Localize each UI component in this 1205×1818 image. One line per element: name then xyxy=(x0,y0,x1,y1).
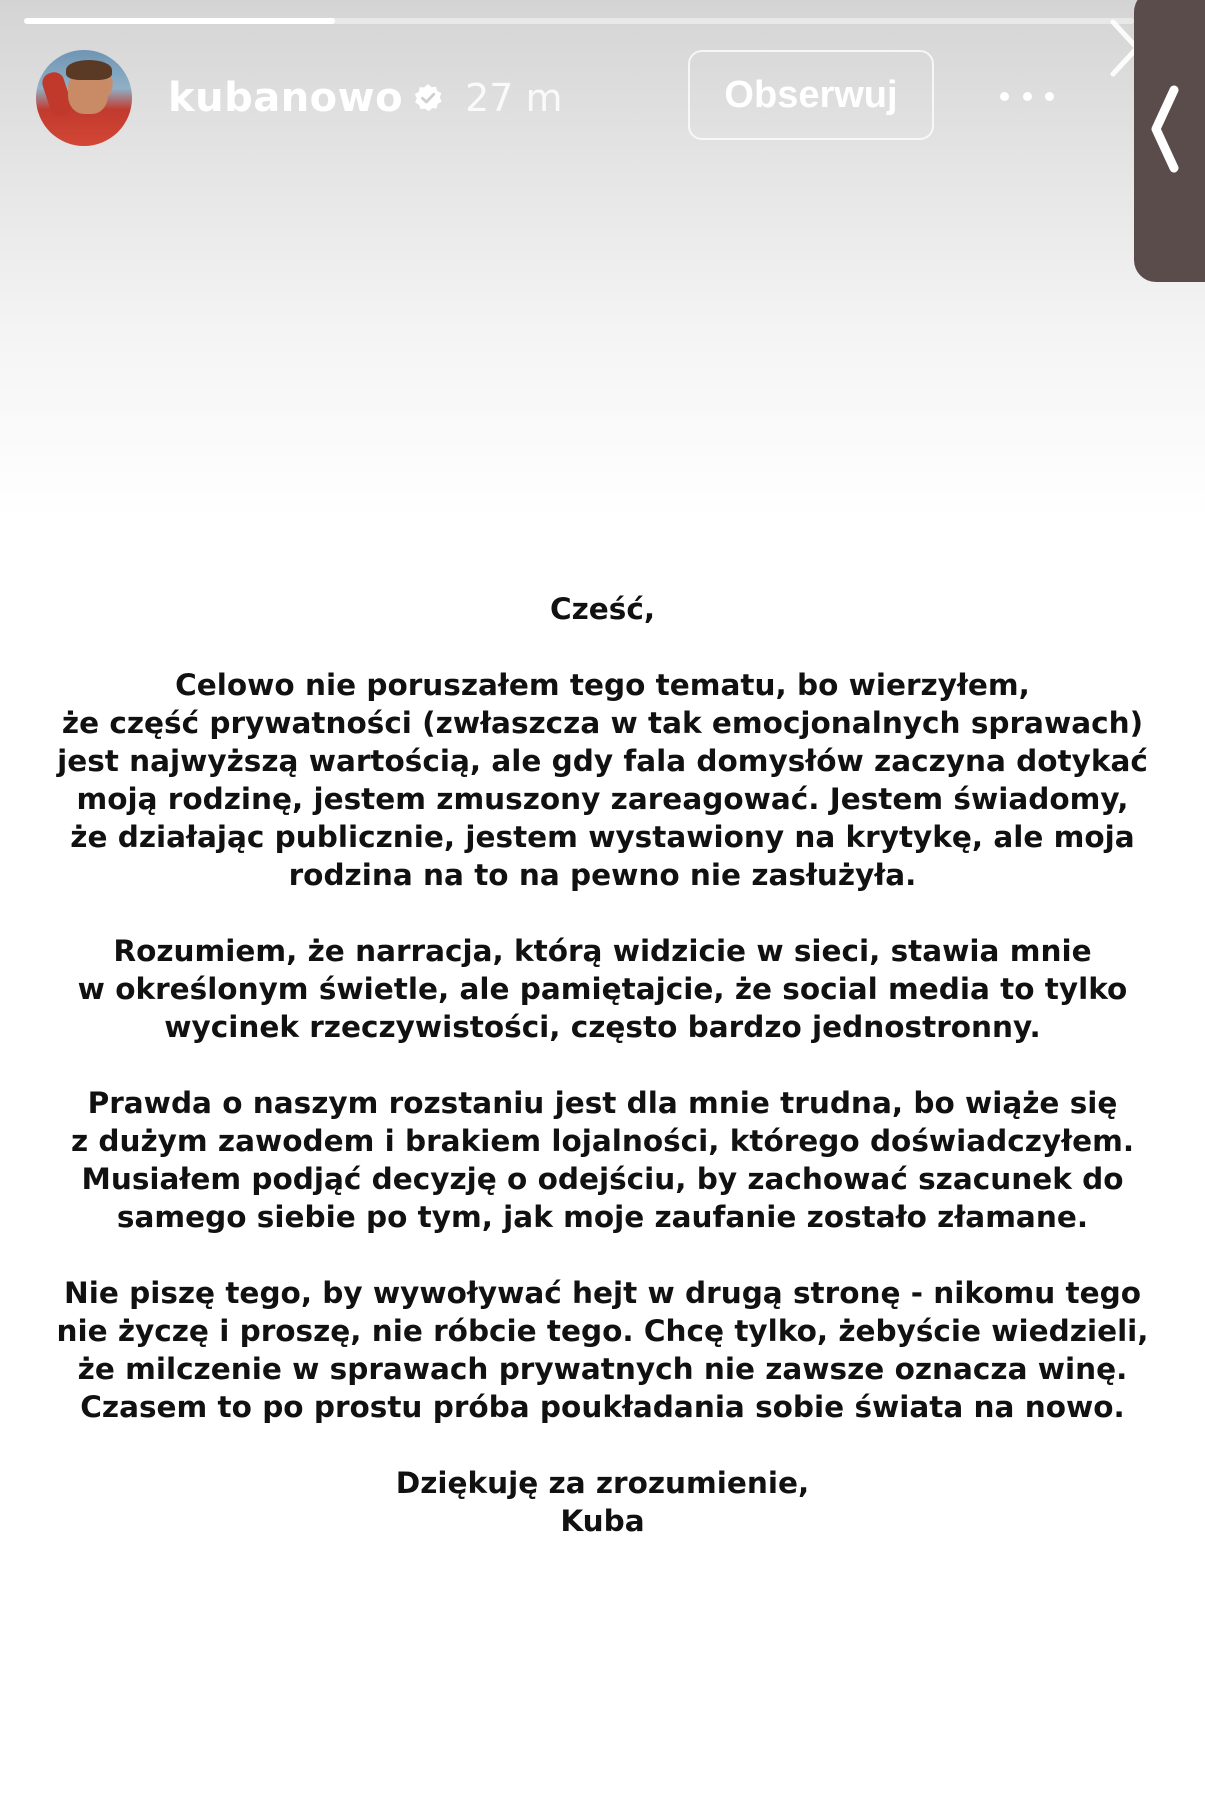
post-timestamp: 27 m xyxy=(465,76,563,120)
story-progress-fill xyxy=(24,18,335,24)
story-header xyxy=(36,48,1176,148)
statement-greeting: Cześć, xyxy=(549,592,656,626)
statement-closing: Dziękuję za zrozumienie, Kuba xyxy=(395,1466,810,1538)
statement-paragraph: Nie piszę tego, by wywoływać hejt w drugą stronę - nikomu tego nie życzę i proszę, nie róbcie tego. Chcę tylko, żebyście wiedzieli, że milczenie w sprawach prywatnych nie zawsze oznacza winę. Czasem to po prostu próba poukładania sobie świata na nowo. xyxy=(56,1276,1149,1424)
statement-paragraph: Prawda o naszym rozstaniu jest dla mnie trudna, bo wiąże się z dużym zawodem i brakiem lojalności, którego doświadczyłem. Musiałem podjąć decyzję o odejściu, by zachować szacunek do samego siebie po tym, jak moje zaufanie zostało złamane. xyxy=(70,1086,1135,1234)
chevron-left-icon xyxy=(1148,84,1182,174)
verified-badge-icon xyxy=(413,83,443,113)
username[interactable]: kubanowo xyxy=(168,75,404,121)
story-progress-bar xyxy=(24,18,1134,24)
side-panel-handle[interactable] xyxy=(1134,0,1205,282)
statement-paragraph: Celowo nie poruszałem tego tematu, bo wierzyłem, że część prywatności (zwłaszcza w tak emocjonalnych sprawach) jest najwyższą wartością, ale gdy fala domysłów zaczyna dotykać moją rodzinę, jestem zmuszony zareagować. Jestem świadomy, że działając publicznie, jestem wystawiony na krytykę, ale moja rodzina na to na pewno nie zasłużyła. xyxy=(57,668,1148,892)
statement-text xyxy=(40,590,1165,1540)
more-options-icon[interactable] xyxy=(1000,78,1054,114)
statement-paragraph: Rozumiem, że narracja, którą widzicie w sieci, stawia mnie w określonym świetle, ale pamiętajcie, że social media to tylko wycinek rzeczywistości, często bardzo jednostronny. xyxy=(77,934,1128,1044)
avatar[interactable] xyxy=(36,50,132,146)
follow-button[interactable]: Obserwuj xyxy=(688,50,934,140)
